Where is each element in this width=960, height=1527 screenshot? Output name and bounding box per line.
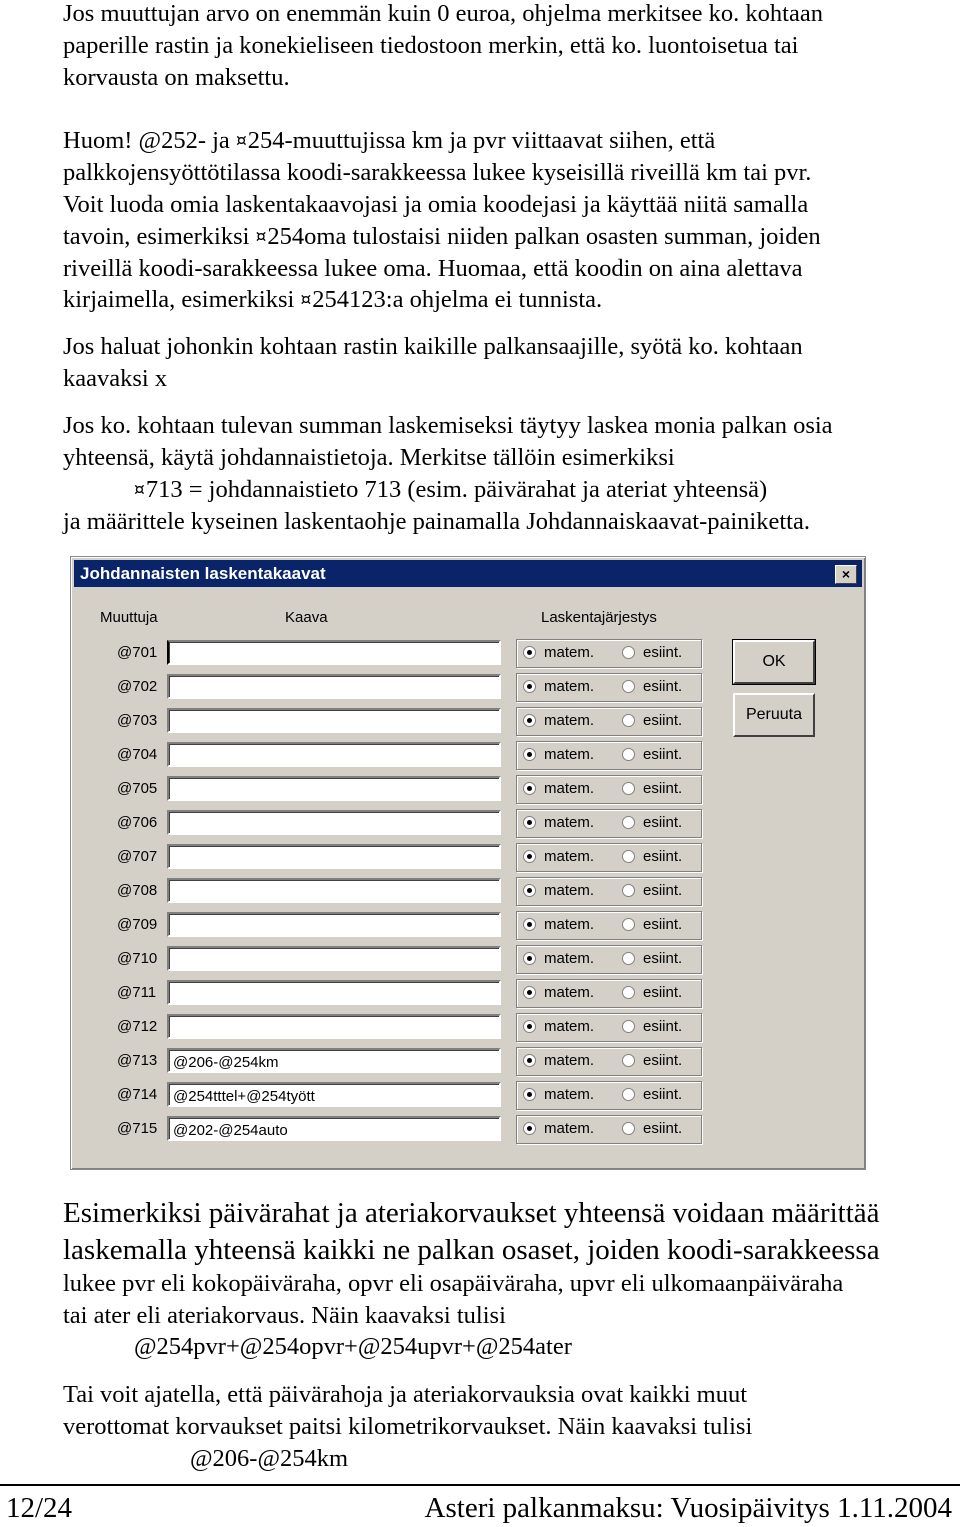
paragraph-3-line-2: kaavaksi x — [63, 365, 168, 392]
row-label: @707 — [117, 848, 158, 865]
row-label: @715 — [117, 1120, 158, 1137]
calculation-order-group — [516, 1081, 702, 1110]
formula-input[interactable] — [167, 640, 501, 665]
radio-esiint-label: esiint. — [643, 848, 683, 865]
radio-esiint[interactable] — [622, 646, 635, 659]
formula-input[interactable] — [167, 912, 501, 937]
radio-matem[interactable] — [523, 1020, 536, 1033]
paragraph-5-line-3: lukee pvr eli kokopäiväraha, opvr eli osapäiväraha, upvr eli ulkomaanpäiväraha — [63, 1270, 844, 1297]
formula-1: @254pvr+@254opvr+@254upvr+@254ater — [134, 1333, 572, 1360]
radio-esiint-label: esiint. — [643, 712, 683, 729]
radio-matem[interactable] — [523, 850, 536, 863]
radio-matem[interactable] — [523, 884, 536, 897]
formula-input[interactable]: @254tttel+@254tyött — [167, 1082, 501, 1107]
paragraph-4-text: 713 = johdannaistieto 713 (esim. päivärahat ja ateriat yhteensä) — [145, 476, 768, 503]
formula-input[interactable] — [167, 980, 501, 1005]
radio-matem-label: matem. — [544, 1018, 595, 1035]
radio-matem[interactable] — [523, 952, 536, 965]
column-header-kaava: Kaava — [285, 609, 328, 626]
radio-matem-label: matem. — [544, 712, 595, 729]
row-label: @714 — [117, 1086, 158, 1103]
radio-matem-label: matem. — [544, 882, 595, 899]
radio-esiint[interactable] — [622, 986, 635, 999]
currency-symbol-icon: ¤ — [300, 290, 312, 310]
calculation-order-group — [516, 877, 702, 906]
row-label: @711 — [117, 984, 157, 1001]
radio-matem[interactable] — [523, 816, 536, 829]
radio-matem-label: matem. — [544, 1086, 595, 1103]
radio-esiint-label: esiint. — [643, 644, 683, 661]
radio-esiint[interactable] — [622, 850, 635, 863]
dialog-titlebar — [74, 560, 862, 587]
paragraph-1-line-3: korvausta on maksettu. — [63, 64, 290, 91]
radio-esiint-label: esiint. — [643, 1120, 683, 1137]
formula-input[interactable] — [167, 708, 501, 733]
radio-esiint-label: esiint. — [643, 882, 683, 899]
document-title: Asteri palkanmaksu: Vuosipäivitys 1.11.2004 — [424, 1492, 952, 1524]
radio-matem[interactable] — [523, 1122, 536, 1135]
calculation-order-group — [516, 707, 702, 736]
paragraph-5-line-4: tai ater eli ateriakorvaus. Näin kaavaksi tulisi — [63, 1302, 506, 1329]
calculation-order-group — [516, 639, 702, 668]
radio-matem-label: matem. — [544, 1120, 595, 1137]
radio-esiint[interactable] — [622, 1020, 635, 1033]
radio-esiint[interactable] — [622, 816, 635, 829]
huom-line-4 — [63, 225, 821, 250]
radio-esiint-label: esiint. — [643, 950, 683, 967]
radio-esiint-label: esiint. — [643, 916, 683, 933]
row-label: @712 — [117, 1018, 158, 1035]
paragraph-6-line-2: verottomat korvaukset paitsi kilometrikorvaukset. Näin kaavaksi tulisi — [63, 1413, 753, 1440]
radio-matem[interactable] — [523, 748, 536, 761]
formula-input[interactable] — [167, 878, 501, 903]
radio-matem-label: matem. — [544, 814, 595, 831]
radio-esiint-label: esiint. — [643, 780, 683, 797]
formula-input[interactable]: @202-@254auto — [167, 1116, 501, 1141]
calculation-order-group — [516, 1013, 702, 1042]
radio-matem[interactable] — [523, 782, 536, 795]
page-number: 12/24 — [6, 1492, 73, 1524]
radio-matem[interactable] — [523, 1088, 536, 1101]
formula-input[interactable] — [167, 742, 501, 767]
radio-matem[interactable] — [523, 680, 536, 693]
row-label: @701 — [117, 644, 158, 661]
radio-esiint[interactable] — [622, 884, 635, 897]
radio-esiint[interactable] — [622, 1088, 635, 1101]
radio-matem-label: matem. — [544, 644, 595, 661]
radio-matem-label: matem. — [544, 746, 595, 763]
huom-text: kirjaimella, esimerkiksi — [63, 286, 301, 313]
currency-symbol-icon: ¤ — [255, 227, 267, 247]
radio-esiint-label: esiint. — [643, 984, 683, 1001]
radio-matem-label: matem. — [544, 780, 595, 797]
calculation-order-group — [516, 775, 702, 804]
calculation-order-group — [516, 911, 702, 940]
radio-matem-label: matem. — [544, 950, 595, 967]
row-label: @705 — [117, 780, 158, 797]
radio-esiint[interactable] — [622, 918, 635, 931]
formula-input[interactable] — [167, 946, 501, 971]
column-header-laskentajarjestys: Laskentajärjestys — [541, 609, 657, 626]
ok-button[interactable]: OK — [733, 640, 815, 684]
radio-matem-label: matem. — [544, 916, 595, 933]
radio-esiint[interactable] — [622, 782, 635, 795]
radio-matem-label: matem. — [544, 984, 595, 1001]
radio-esiint-label: esiint. — [643, 814, 683, 831]
calculation-order-group — [516, 979, 702, 1008]
radio-esiint-label: esiint. — [643, 1086, 683, 1103]
radio-esiint-label: esiint. — [643, 1052, 683, 1069]
radio-esiint[interactable] — [622, 1054, 635, 1067]
huom-text: 254oma tulostaisi niiden palkan osasten summan, joiden — [267, 223, 821, 250]
column-header-muuttuja: Muuttuja — [100, 609, 158, 626]
huom-line-2: palkkojensyöttötilassa koodi-sarakkeessa lukee kyseisillä riveillä km tai pvr. — [63, 159, 812, 186]
calculation-order-group — [516, 673, 702, 702]
formula-2: @206-@254km — [190, 1445, 349, 1472]
calculation-order-group — [516, 1115, 702, 1144]
calculation-order-group — [516, 809, 702, 838]
radio-esiint[interactable] — [622, 714, 635, 727]
radio-matem-label: matem. — [544, 848, 595, 865]
currency-symbol-icon: ¤ — [134, 480, 145, 500]
dialog-title: Johdannaisten laskentakaavat — [80, 564, 326, 583]
huom-text: 254-muuttujissa km ja pvr viittaavat siihen, että — [247, 127, 716, 154]
row-label: @706 — [117, 814, 158, 831]
paragraph-5-line-1: Esimerkiksi päivärahat ja ateriakorvaukset yhteensä voidaan määrittää — [63, 1197, 880, 1229]
cancel-button[interactable]: Peruuta — [733, 693, 815, 737]
radio-matem-label: matem. — [544, 1052, 595, 1069]
row-label: @708 — [117, 882, 158, 899]
calculation-order-group — [516, 741, 702, 770]
calculation-order-group — [516, 1047, 702, 1076]
huom-line-3: Voit luoda omia laskentakaavojasi ja omia koodejasi ja käyttää niitä samalla — [63, 191, 809, 218]
formula-input[interactable]: @206-@254km — [167, 1048, 501, 1073]
radio-matem[interactable] — [523, 986, 536, 999]
radio-esiint-label: esiint. — [643, 678, 683, 695]
row-label: @702 — [117, 678, 158, 695]
radio-matem[interactable] — [523, 1054, 536, 1067]
radio-esiint-label: esiint. — [643, 1018, 683, 1035]
paragraph-1-line-2: paperille rastin ja konekieliseen tiedostoon merkin, että ko. luontoisetua tai — [63, 32, 799, 59]
paragraph-6-line-1: Tai voit ajatella, että päivärahoja ja ateriakorvauksia ovat kaikki muut — [63, 1381, 748, 1408]
radio-matem-label: matem. — [544, 678, 595, 695]
huom-text: tavoin, esimerkiksi — [63, 223, 256, 250]
huom-line-5: riveillä koodi-sarakkeessa lukee oma. Huomaa, että koodin on aina alettava — [63, 255, 803, 282]
formula-input[interactable] — [167, 810, 501, 835]
radio-esiint[interactable] — [622, 748, 635, 761]
currency-symbol-icon: ¤ — [235, 131, 247, 151]
paragraph-4-line-1: Jos ko. kohtaan tulevan summan laskemiseksi täytyy laskea monia palkan osia — [63, 412, 833, 439]
footer-divider — [0, 1484, 960, 1486]
paragraph-4-line-3 — [134, 478, 767, 503]
formula-input[interactable] — [167, 776, 501, 801]
formula-input[interactable] — [167, 1014, 501, 1039]
calculation-order-group — [516, 945, 702, 974]
formula-input[interactable] — [167, 674, 501, 699]
huom-text: Huom! @252- ja — [63, 127, 236, 154]
radio-esiint-label: esiint. — [643, 746, 683, 763]
paragraph-5-line-2: laskemalla yhteensä kaikki ne palkan osaset, joiden koodi-sarakkeessa — [63, 1234, 880, 1266]
calculation-order-group — [516, 843, 702, 872]
close-icon[interactable]: × — [835, 565, 857, 584]
radio-esiint[interactable] — [622, 1122, 635, 1135]
paragraph-1-line-1: Jos muuttujan arvo on enemmän kuin 0 euroa, ohjelma merkitsee ko. kohtaan — [63, 0, 823, 27]
radio-matem[interactable] — [523, 646, 536, 659]
huom-line-6 — [63, 288, 602, 313]
radio-matem[interactable] — [523, 918, 536, 931]
row-label: @704 — [117, 746, 158, 763]
radio-matem[interactable] — [523, 714, 536, 727]
row-label: @713 — [117, 1052, 158, 1069]
huom-text: 254123:a ohjelma ei tunnista. — [312, 286, 603, 313]
row-label: @709 — [117, 916, 158, 933]
radio-esiint[interactable] — [622, 680, 635, 693]
paragraph-4-line-4: ja määrittele kyseinen laskentaohje painamalla Johdannaiskaavat-painiketta. — [63, 508, 810, 535]
huom-line-1 — [63, 129, 715, 154]
formula-input[interactable] — [167, 844, 501, 869]
row-label: @710 — [117, 950, 158, 967]
paragraph-4-line-2: yhteensä, käytä johdannaistietoja. Merkitse tällöin esimerkiksi — [63, 444, 675, 471]
radio-esiint[interactable] — [622, 952, 635, 965]
row-label: @703 — [117, 712, 158, 729]
paragraph-3-line-1: Jos haluat johonkin kohtaan rastin kaikille palkansaajille, syötä ko. kohtaan — [63, 333, 803, 360]
derivative-formulas-dialog — [70, 556, 866, 1170]
